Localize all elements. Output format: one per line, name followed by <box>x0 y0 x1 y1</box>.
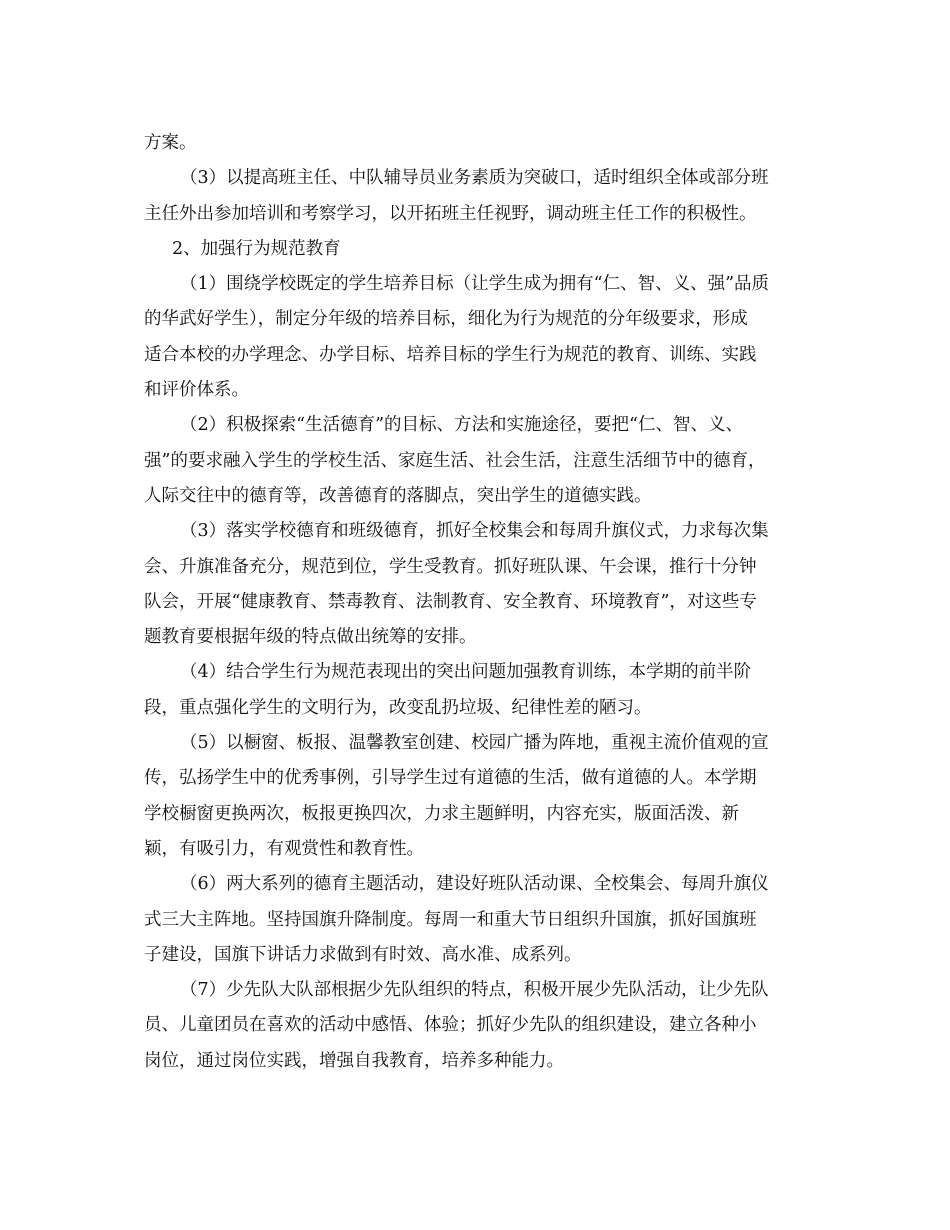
text-line: 题教育要根据年级的特点做出统筹的安排。 <box>144 627 477 648</box>
text-line: （6）两大系列的德育主题活动，建设好班队活动课、全校集会、每周升旗仪 <box>180 874 769 895</box>
text-line: 强”的要求融入学生的学校生活、家庭生活、社会生活，注意生活细节中的德育， <box>144 450 766 471</box>
section-heading: 2、加强行为规范教育 <box>172 238 341 259</box>
text-line: （1）围绕学校既定的学生培养目标（让学生成为拥有“仁、智、义、强”品质 <box>180 274 770 295</box>
text-line: 式三大主阵地。坚持国旗升降制度。每周一和重大节日组织升国旗，抓好国旗班 <box>144 909 757 930</box>
text-line: （2）积极探索“生活德育”的目标、方法和实施途径，要把“仁、智、义、 <box>180 415 743 436</box>
text-line: 的华武好学生），制定分年级的培养目标，细化为行为规范的分年级要求，形成 <box>144 309 748 330</box>
text-line: 子建设，国旗下讲话力求做到有时效、高水准、成系列。 <box>144 944 582 965</box>
text-line: 队会，开展“健康教育、禁毒教育、法制教育、安全教育、环境教育”，对这些专 <box>144 591 757 612</box>
text-line: （7）少先队大队部根据少先队组织的特点，积极开展少先队活动，让少先队 <box>180 980 769 1001</box>
text-line: 主任外出参加培训和考察学习，以开拓班主任视野，调动班主任工作的积极性。 <box>144 203 757 224</box>
text-line: （3）以提高班主任、中队辅导员业务素质为突破口，适时组织全体或部分班 <box>180 168 769 189</box>
document-body <box>144 126 809 1079</box>
text-line: 岗位，通过岗位实践，增强自我教育，培养多种能力。 <box>144 1050 564 1071</box>
text-line: 学校橱窗更换两次，板报更换四次，力求主题鲜明，内容充实，版面活泼、新 <box>144 803 739 824</box>
text-line: （5）以橱窗、板报、温馨教室创建、校园广播为阵地，重视主流价值观的宣 <box>180 733 769 754</box>
text-line: 人际交往中的德育等，改善德育的落脚点，突出学生的道德实践。 <box>144 485 652 506</box>
text-line: 员、儿童团员在喜欢的活动中感悟、体验；抓好少先队的组织建设，建立各种小 <box>144 1015 757 1036</box>
text-line: （4）结合学生行为规范表现出的突出问题加强教育训练，本学期的前半阶 <box>180 662 752 683</box>
text-line: 方案。 <box>144 133 197 153</box>
text-line: 颖，有吸引力，有观赏性和教育性。 <box>144 838 424 859</box>
text-line: 传，弘扬学生中的优秀事例，引导学生过有道德的生活，做有道德的人。本学期 <box>144 768 757 789</box>
text-line: 段，重点强化学生的文明行为，改变乱扔垃圾、纪律性差的陋习。 <box>144 697 652 718</box>
text-line: 适合本校的办学理念、办学目标、培养目标的学生行为规范的教育、训练、实践 <box>144 344 757 365</box>
text-line: 会、升旗准备充分，规范到位，学生受教育。抓好班队课、午会课，推行十分钟 <box>144 556 757 577</box>
text-line: 和评价体系。 <box>144 380 249 401</box>
text-line: （3）落实学校德育和班级德育，抓好全校集会和每周升旗仪式，力求每次集 <box>180 521 769 542</box>
